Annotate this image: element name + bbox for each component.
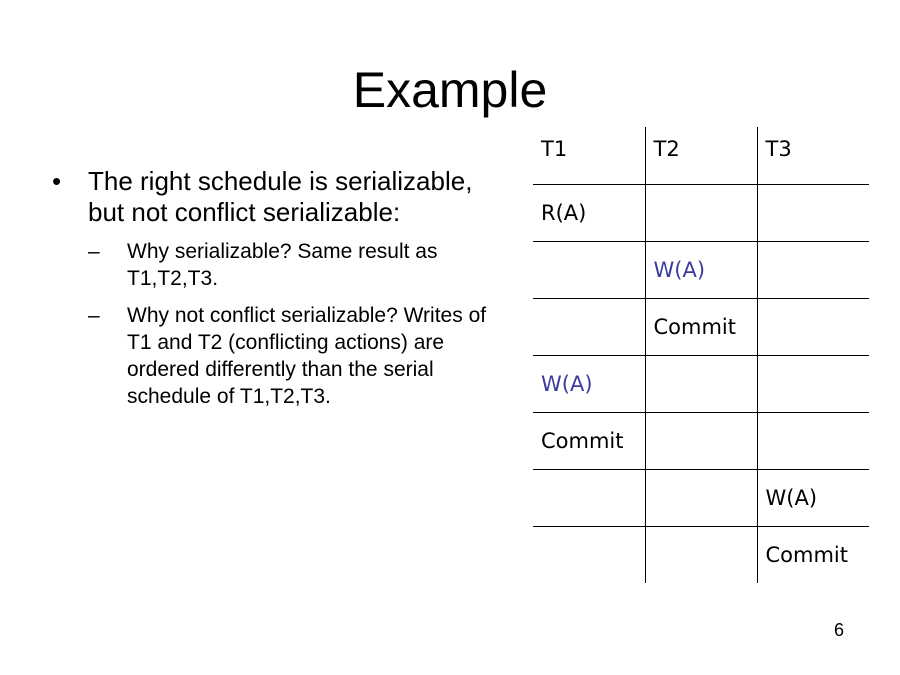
sub-bullet: [88, 302, 492, 410]
schedule-row: [533, 355, 869, 412]
slide-title: Example: [352, 62, 548, 118]
main-bullet: [52, 166, 492, 228]
page-number: 6: [834, 620, 845, 640]
schedule-cell: [645, 412, 757, 469]
schedule-row: [533, 526, 869, 583]
schedule-header-row: [533, 127, 869, 184]
schedule-row: [533, 241, 869, 298]
header-cell: T2: [645, 127, 757, 184]
schedule-cell: [645, 469, 757, 526]
schedule-row: [533, 469, 869, 526]
schedule-cell: [645, 355, 757, 412]
schedule-cell: W(A): [645, 241, 757, 298]
schedule-cell: [757, 184, 869, 241]
schedule-cell: [757, 241, 869, 298]
main-bullet-text: The right schedule is serializable, but not conflict serializable:: [88, 166, 473, 227]
schedule-cell: [533, 298, 645, 355]
bullet-dash: –: [88, 240, 100, 263]
schedule-cell: [757, 355, 869, 412]
schedule-cell: [757, 412, 869, 469]
schedule-cell: Commit: [533, 412, 645, 469]
header-cell: T1: [533, 127, 645, 184]
schedule-cell: W(A): [533, 355, 645, 412]
schedule-row: [533, 184, 869, 241]
sub-bullet-text: Why not conflict serializable? Writes of T1 and T2 (conflicting actions) are ordered differently than the serial schedule of T1,T2,T3.: [127, 304, 487, 408]
schedule-cell: [533, 469, 645, 526]
schedule-cell: [533, 526, 645, 583]
schedule-cell: [533, 241, 645, 298]
schedule-table: [533, 127, 869, 583]
schedule-row: [533, 412, 869, 469]
schedule-row: [533, 298, 869, 355]
schedule-cell: [645, 526, 757, 583]
schedule-cell: Commit: [765, 542, 848, 567]
bullet-dash: –: [88, 304, 100, 327]
header-cell: T3: [757, 127, 869, 184]
schedule-cell: [757, 298, 869, 355]
sub-bullet-text: Why serializable? Same result as T1,T2,T3.: [127, 240, 438, 290]
schedule-cell: W(A): [757, 469, 869, 526]
bullet-list: [52, 166, 492, 420]
bullet-dot: •: [52, 166, 62, 196]
schedule-cell: Commit: [645, 298, 757, 355]
sub-bullet-list: [88, 238, 492, 410]
schedule-cell: R(A): [533, 184, 645, 241]
schedule-cell: [645, 184, 757, 241]
sub-bullet: [88, 238, 492, 292]
